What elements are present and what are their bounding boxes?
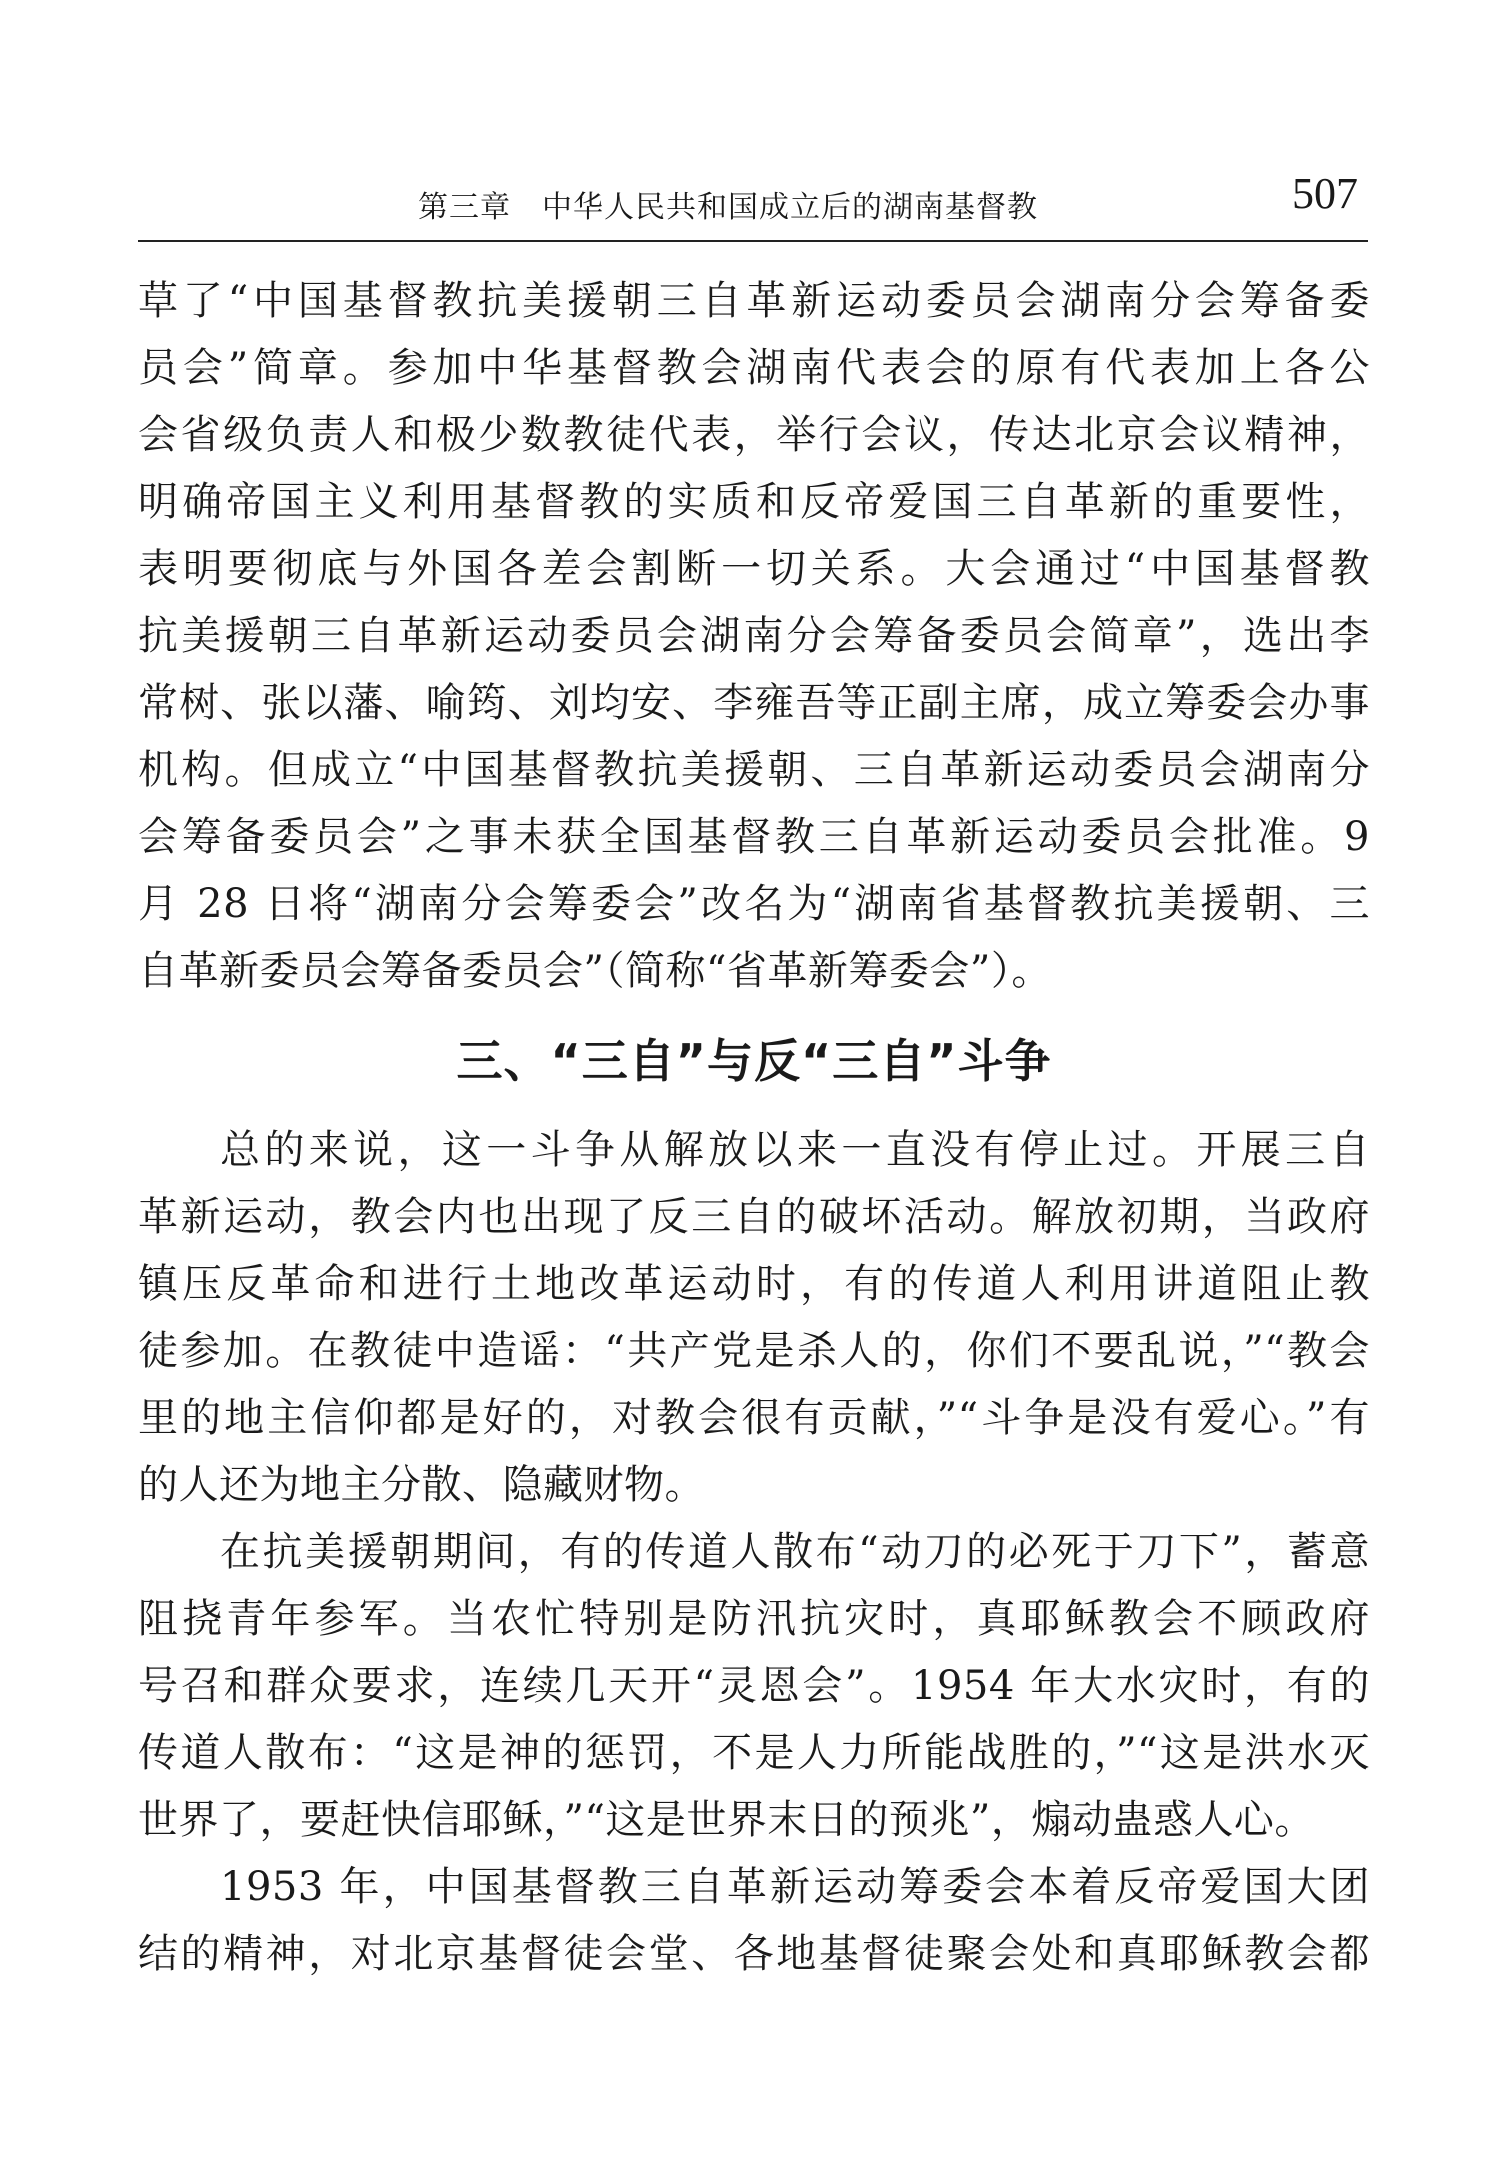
text-line: 月 28 日将“湖南分会筹委会”改名为“湖南省基督教抗美援朝、三 bbox=[138, 881, 1370, 927]
text-line: 员会”简章。参加中华基督教会湖南代表会的原有代表加上各公 bbox=[138, 345, 1370, 391]
page-number: 507 bbox=[1292, 169, 1358, 218]
text-line: 会省级负责人和极少数教徒代表，举行会议，传达北京会议精神， bbox=[138, 412, 1370, 458]
text-line: 明确帝国主义利用基督教的实质和反帝爱国三自革新的重要性， bbox=[138, 479, 1370, 525]
text-line: 1953 年，中国基督教三自革新运动筹委会本着反帝爱国大团 bbox=[220, 1864, 1370, 1910]
text-line: 结的精神，对北京基督徒会堂、各地基督徒聚会处和真耶稣教会都 bbox=[138, 1931, 1370, 1977]
paragraph-1 bbox=[138, 268, 1370, 1005]
text-line: 传道人散布：“这是神的惩罚，不是人力所能战胜的，”“这是洪水灭 bbox=[138, 1730, 1370, 1776]
text-line: 总的来说，这一斗争从解放以来一直没有停止过。开展三自 bbox=[220, 1127, 1370, 1173]
paragraph-3 bbox=[138, 1519, 1370, 1854]
text-line: 镇压反革命和进行土地改革运动时，有的传道人利用讲道阻止教 bbox=[138, 1261, 1370, 1307]
text-line: 表明要彻底与外国各差会割断一切关系。大会通过“中国基督教 bbox=[138, 546, 1370, 592]
header-rule bbox=[138, 240, 1368, 242]
text-line: 草了“中国基督教抗美援朝三自革新运动委员会湖南分会筹备委 bbox=[138, 278, 1370, 324]
text-line: 常树、张以藩、喻筠、刘均安、李雍吾等正副主席，成立筹委会办事 bbox=[138, 680, 1370, 726]
running-head bbox=[138, 168, 1368, 228]
text-line: 抗美援朝三自革新运动委员会湖南分会筹备委员会简章”，选出李 bbox=[138, 613, 1370, 659]
section-heading: 三、“三自”与反“三自”斗争 bbox=[456, 1034, 1052, 1088]
text-line: 会筹备委员会”之事未获全国基督教三自革新运动委员会批准。9 bbox=[138, 814, 1370, 860]
paragraph-4 bbox=[138, 1854, 1370, 1988]
text-line: 号召和群众要求，连续几天开“灵恩会”。1954 年大水灾时，有的 bbox=[138, 1663, 1370, 1709]
text-line: 徒参加。在教徒中造谣：“共产党是杀人的，你们不要乱说，”“教会 bbox=[138, 1328, 1370, 1374]
body-text bbox=[138, 268, 1370, 1988]
text-line: 在抗美援朝期间，有的传道人散布“动刀的必死于刀下”，蓄意 bbox=[220, 1529, 1370, 1575]
chapter-title: 第三章 中华人民共和国成立后的湖南基督教 bbox=[418, 190, 1038, 225]
text-line: 里的地主信仰都是好的，对教会很有贡献，”“斗争是没有爱心。”有 bbox=[138, 1395, 1370, 1441]
text-line: 世界了，要赶快信耶稣，”“这是世界末日的预兆”，煽动蛊惑人心。 bbox=[138, 1797, 1315, 1843]
text-line: 阻挠青年参军。当农忙特别是防汛抗灾时，真耶稣教会不顾政府 bbox=[138, 1596, 1370, 1642]
text-line: 的人还为地主分散、隐藏财物。 bbox=[138, 1462, 705, 1508]
paragraph-2 bbox=[138, 1117, 1370, 1519]
text-line: 革新运动，教会内也出现了反三自的破坏活动。解放初期，当政府 bbox=[138, 1194, 1370, 1240]
text-line: 机构。但成立“中国基督教抗美援朝、三自革新运动委员会湖南分 bbox=[138, 747, 1370, 793]
text-line: 自革新委员会筹备委员会”（简称“省革新筹委会”）。 bbox=[138, 948, 1052, 994]
